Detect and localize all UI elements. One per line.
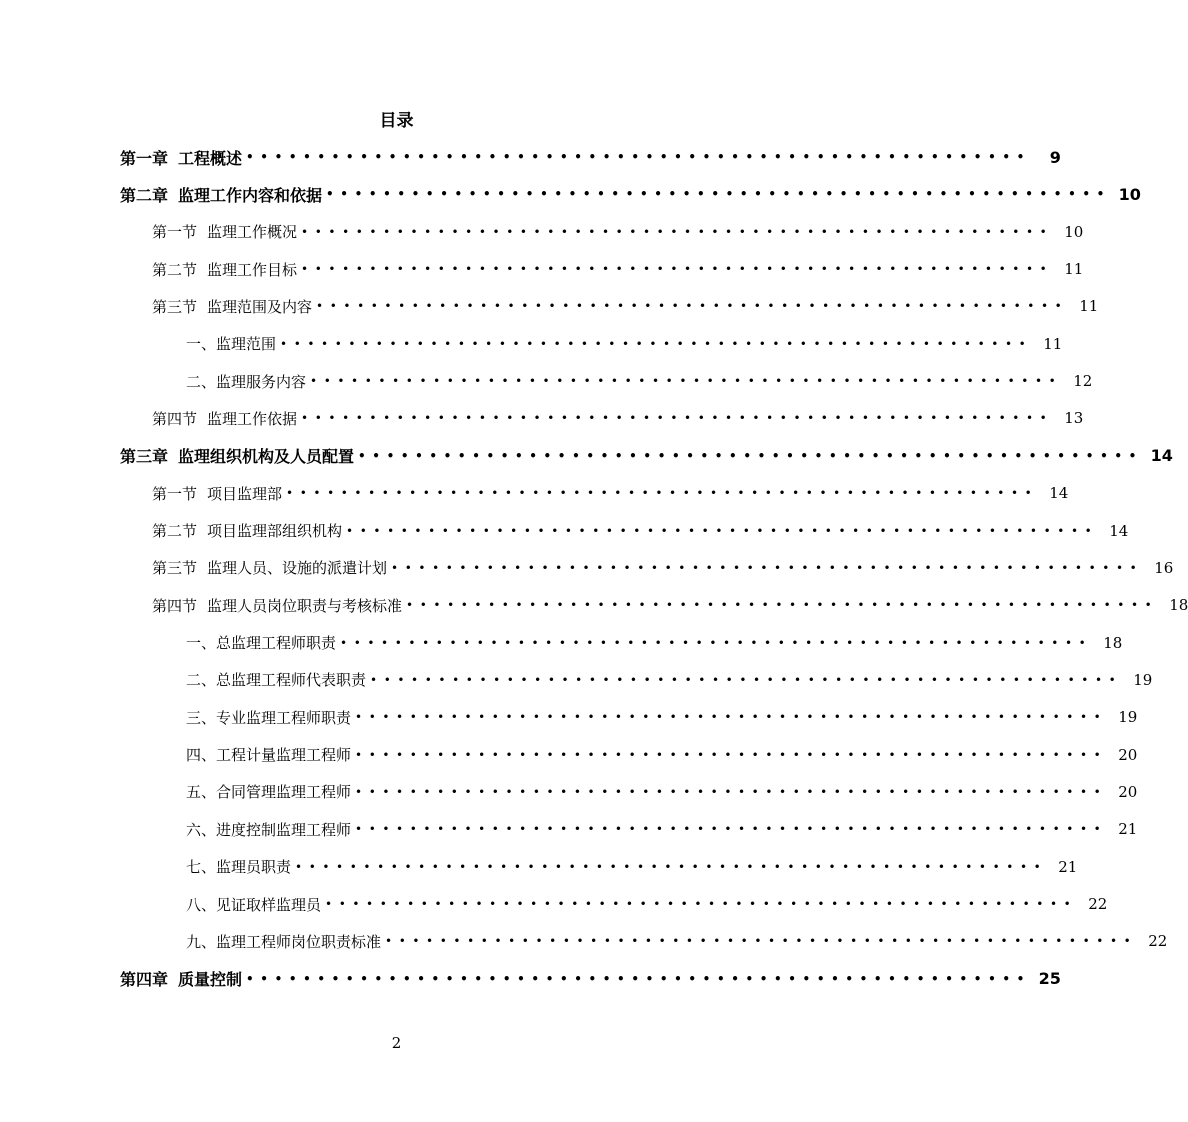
toc-leader-dots: ••••••••••••••••••••••••••••••••••••••••••••••••••••••• [246, 150, 1031, 164]
toc-entry-title: 质量控制 [178, 970, 243, 990]
toc-leader-dots: ••••••••••••••••••••••••••••••••••••••••••••••••••••••• [385, 934, 1138, 949]
toc-entry-page: 22 [1088, 895, 1108, 913]
toc-entry-title: 项目监理部组织机构 [207, 522, 343, 540]
toc-entry-page: 18 [1103, 633, 1123, 652]
toc-leader-dots: ••••••••••••••••••••••••••••••••••••••••••••••••••••••• [355, 822, 1108, 837]
toc-leader-dots: ••••••••••••••••••••••••••••••••••••••••••••••••••••••• [355, 747, 1108, 762]
toc-entry-title: 一、监理范围 [186, 335, 277, 354]
toc-entry-page: 16 [1154, 558, 1174, 577]
toc-entry-page: 14 [1049, 484, 1069, 503]
page-number: 2 [391, 1034, 402, 1052]
toc-leader-dots: ••••••••••••••••••••••••••••••••••••••••••••••••••••••• [301, 411, 1054, 426]
toc-leader-dots: ••••••••••••••••••••••••••••••••••••••••••••••••••••••• [406, 598, 1159, 613]
toc-entry[interactable] [186, 742, 1138, 768]
toc-entry-page: 14 [1150, 446, 1173, 466]
toc-entry-number: 第三节 [152, 559, 198, 578]
toc-entry[interactable] [186, 891, 1108, 917]
toc-entry-page: 10 [1064, 222, 1084, 241]
toc-entry[interactable] [120, 966, 1061, 992]
toc-entry-page: 11 [1064, 260, 1084, 279]
toc-entry-number: 第四节 [152, 409, 198, 428]
toc-entry-page: 13 [1064, 409, 1084, 428]
toc-entry[interactable] [120, 181, 1141, 207]
toc-entry[interactable] [186, 667, 1153, 693]
toc-entry[interactable] [186, 816, 1138, 842]
toc-entry-title: 三、专业监理工程师职责 [186, 708, 352, 727]
toc-title: 目录 [379, 111, 414, 131]
toc-entry-title: 监理人员、设施的派遣计划 [207, 559, 388, 578]
toc-entry-page: 22 [1148, 932, 1168, 951]
toc-leader-dots: ••••••••••••••••••••••••••••••••••••••••••••••••••••••• [246, 971, 1031, 986]
toc-entry-page: 9 [1049, 147, 1061, 167]
toc-entry[interactable] [186, 854, 1078, 880]
toc-entry-number: 第一节 [152, 223, 198, 242]
toc-entry[interactable] [120, 144, 1061, 170]
toc-entry-title: 工程概述 [178, 148, 243, 168]
toc-entry-title: 二、监理服务内容 [186, 372, 307, 391]
toc-entry[interactable] [152, 480, 1069, 506]
toc-entry[interactable] [186, 368, 1093, 394]
toc-entry-title: 五、合同管理监理工程师 [186, 783, 352, 802]
toc-entry-title: 项目监理部 [207, 484, 283, 503]
toc-leader-dots: ••••••••••••••••••••••••••••••••••••••••••••••••••••••• [301, 224, 1054, 239]
toc-entry-title: 九、监理工程师岗位职责标准 [186, 932, 382, 951]
toc-entry[interactable] [120, 443, 1173, 469]
toc-entry-title: 七、监理员职责 [186, 858, 292, 877]
toc-leader-dots: ••••••••••••••••••••••••••••••••••••••••••••••••••••••• [391, 560, 1144, 575]
toc-entry[interactable] [152, 592, 1188, 618]
toc-entry-title: 监理工作目标 [207, 260, 298, 279]
toc-leader-dots: ••••••••••••••••••••••••••••••••••••••••••••••••••••••• [280, 336, 1033, 351]
toc-entry-title: 监理工作概况 [207, 223, 298, 242]
toc-entry-page: 14 [1109, 521, 1129, 540]
toc-leader-dots: ••••••••••••••••••••••••••••••••••••••••••••••••••••••• [310, 374, 1063, 389]
toc-entry[interactable] [186, 704, 1138, 730]
toc-entry-page: 20 [1118, 745, 1138, 764]
toc-entry-number: 第三节 [152, 297, 198, 316]
toc-entry-title: 六、进度控制监理工程师 [186, 820, 352, 839]
toc-entry-title: 四、工程计量监理工程师 [186, 746, 352, 765]
toc-entry-title: 一、总监理工程师职责 [186, 634, 337, 653]
toc-entry[interactable] [186, 630, 1123, 656]
toc-leader-dots: ••••••••••••••••••••••••••••••••••••••••••••••••••••••• [326, 187, 1111, 202]
toc-entry[interactable] [152, 293, 1099, 319]
toc-entry-number: 第一章 [120, 148, 169, 168]
toc-entry-page: 20 [1118, 782, 1138, 801]
toc-entry-title: 监理人员岗位职责与考核标准 [207, 596, 403, 615]
toc-entry-title: 监理工作依据 [207, 409, 298, 428]
toc-entry-page: 10 [1118, 184, 1141, 204]
toc-entry-page: 21 [1058, 857, 1078, 876]
toc-entry-page: 25 [1038, 969, 1061, 989]
toc-entry[interactable] [152, 256, 1084, 282]
toc-entry-page: 21 [1118, 820, 1138, 839]
toc-entry-number: 第三章 [120, 447, 169, 467]
toc-entry-page: 19 [1133, 670, 1153, 689]
toc-entry-title: 二、总监理工程师代表职责 [186, 671, 367, 690]
toc-leader-dots: ••••••••••••••••••••••••••••••••••••••••••••••••••••••• [355, 784, 1108, 799]
toc-entry-title: 监理工作内容和依据 [178, 185, 323, 205]
toc-entry-title: 八、见证取样监理员 [186, 895, 322, 914]
toc-entry-number: 第四章 [120, 970, 169, 990]
toc-entry-number: 第四节 [152, 596, 198, 615]
toc-entry-number: 第二节 [152, 522, 198, 540]
toc-entry[interactable] [186, 779, 1138, 805]
toc-leader-dots: ••••••••••••••••••••••••••••••••••••••••••••••••••••••• [295, 859, 1048, 874]
toc-leader-dots: ••••••••••••••••••••••••••••••••••••••••••••••••••••••• [316, 299, 1069, 314]
toc-leader-dots: ••••••••••••••••••••••••••••••••••••••••••••••••••••••• [340, 635, 1093, 650]
toc-leader-dots: ••••••••••••••••••••••••••••••••••••••••••••••••••••••• [301, 262, 1054, 277]
toc-entry[interactable] [152, 405, 1084, 431]
toc-entry-number: 第一节 [152, 484, 198, 503]
toc-leader-dots: ••••••••••••••••••••••••••••••••••••••••••••••••••••••• [286, 486, 1039, 501]
toc-entry-number: 第二章 [120, 185, 169, 205]
toc-leader-dots: ••••••••••••••••••••••••••••••••••••••••••••••••••••••• [325, 897, 1078, 911]
toc-leader-dots: ••••••••••••••••••••••••••••••••••••••••••••••••••••••• [370, 672, 1123, 687]
toc-entry-title: 监理范围及内容 [207, 297, 313, 316]
toc-entry-page: 18 [1169, 596, 1188, 615]
toc-entry-page: 19 [1118, 708, 1138, 727]
toc-entry[interactable] [152, 555, 1174, 581]
toc-entry[interactable] [152, 518, 1129, 544]
toc-entry-page: 12 [1073, 372, 1093, 391]
toc-entry[interactable] [186, 928, 1168, 954]
toc-leader-dots: ••••••••••••••••••••••••••••••••••••••••••••••••••••••• [346, 523, 1099, 538]
toc-entry-title: 监理组织机构及人员配置 [178, 447, 355, 467]
toc-entry-page: 11 [1079, 297, 1099, 316]
toc-entry[interactable] [186, 331, 1063, 357]
toc-entry[interactable] [152, 219, 1084, 245]
toc-leader-dots: ••••••••••••••••••••••••••••••••••••••••••••••••••••••• [358, 448, 1143, 463]
toc-entry-page: 11 [1043, 334, 1063, 353]
toc-entry-number: 第二节 [152, 260, 198, 279]
toc-leader-dots: ••••••••••••••••••••••••••••••••••••••••••••••••••••••• [355, 710, 1108, 725]
